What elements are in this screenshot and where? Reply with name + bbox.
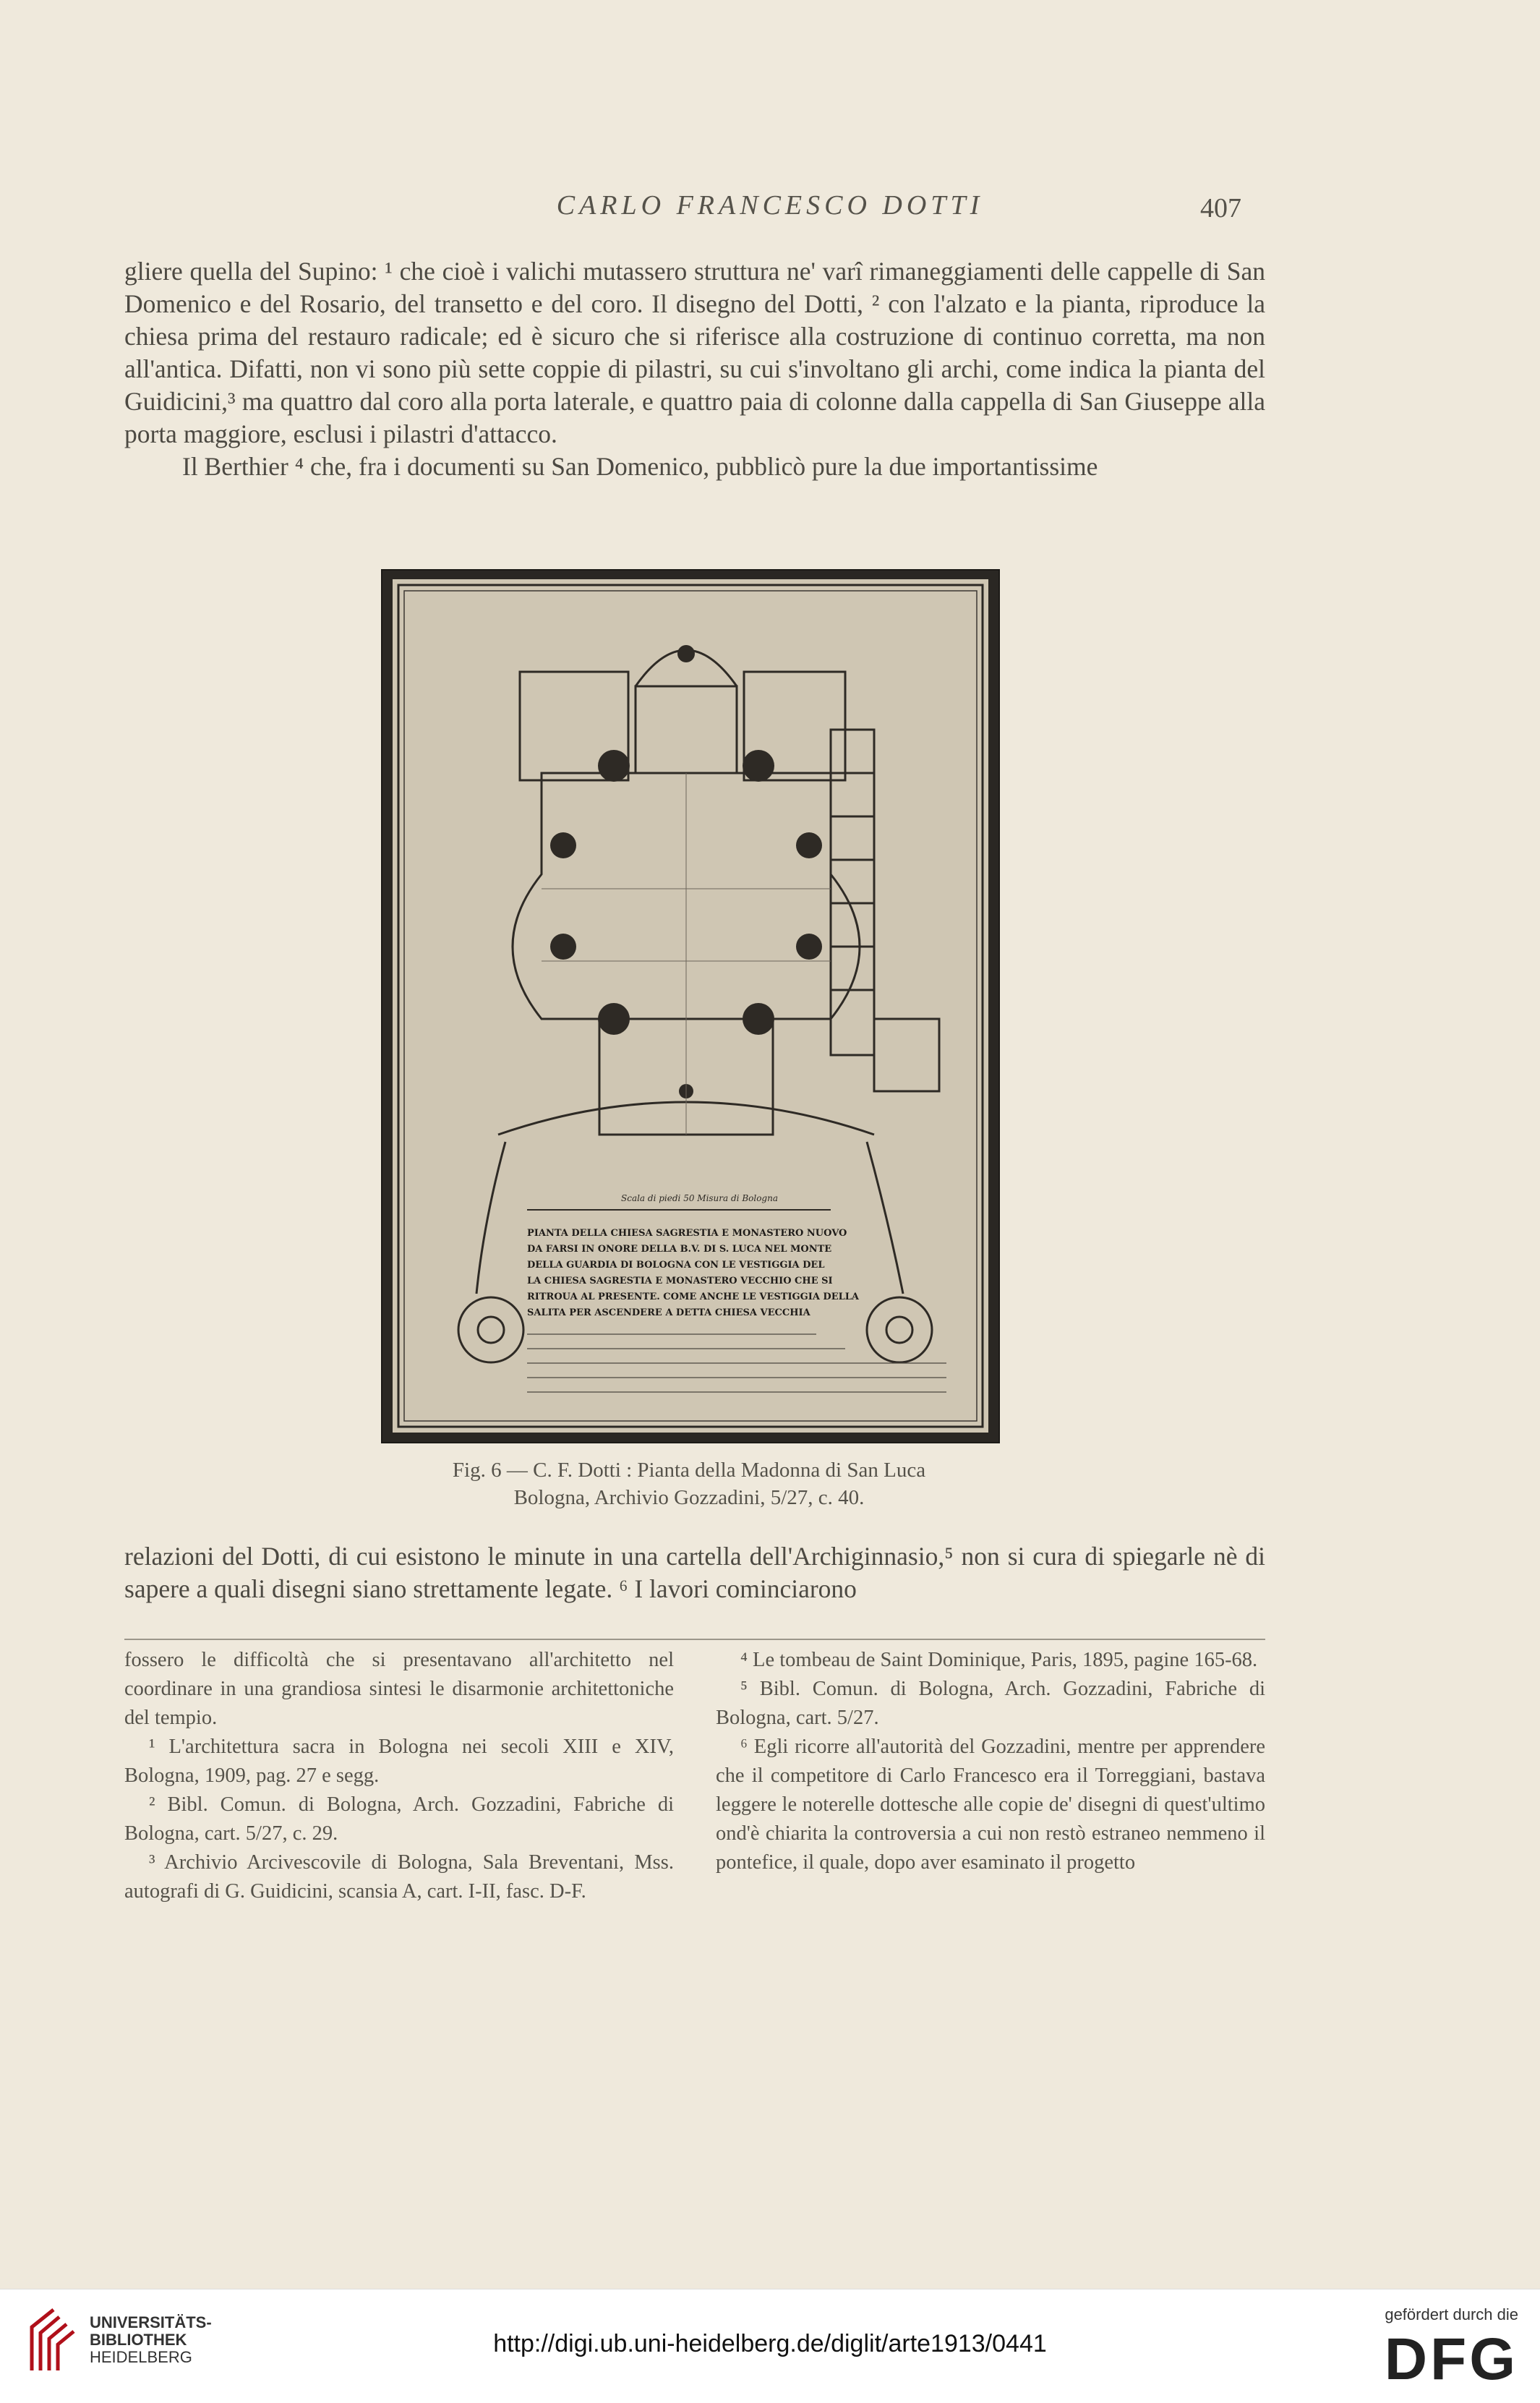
- body-text-top: [124, 255, 1265, 483]
- plan-legend-line-4: LA CHIESA SAGRESTIA E MONASTERO VECCHIO CHE SI: [527, 1276, 833, 1286]
- footnote-4: ⁴ Le tombeau de Saint Dominique, Paris, 1895, pagine 165-68.: [740, 1649, 1258, 1671]
- footnote-divider: [124, 1639, 1265, 1640]
- footnotes-left-column: [124, 1646, 674, 1906]
- plan-legend-line-3: DELLA GUARDIA DI BOLOGNA CON LE VESTIGGIA DEL: [527, 1260, 825, 1271]
- library-line-1: UNIVERSITÄTS-: [90, 2313, 212, 2331]
- footnote-2: ² Bibl. Comun. di Bologna, Arch. Gozzadini, Fabriche di Bologna, cart. 5/27, c. 29.: [124, 1793, 674, 1845]
- caption-line-2: Bologna, Archivio Gozzadini, 5/27, c. 40.: [513, 1486, 865, 1509]
- plan-legend-line-2: DA FARSI IN ONORE DELLA B.V. DI S. LUCA NEL MONTE: [527, 1244, 832, 1255]
- plan-legend-line-5: RITROUA AL PRESENTE. COME ANCHE LE VESTIGGIA DELLA: [527, 1292, 859, 1302]
- body-paragraph-2: Il Berthier ⁴ che, fra i documenti su San Domenico, pubblicò pure la due importantissime: [182, 452, 1098, 481]
- body-paragraph-1: gliere quella del Supino: ¹ che cioè i valichi mutassero struttura ne' varî rimaneggiamenti delle cappelle di San Domenico e del Rosario, del transetto e del coro. Il disegno del Dotti, ² con l'alzato e la pianta, riproduce la chiesa prima del restauro radicale; ed è sicuro che si riferisce alla costruzione di continuo corretta, ma non all'antica. Difatti, non vi sono più sette coppie di pilastri, su cui s'involtano gli archi, come indica la pianta del Guidicini,³ ma quattro dal coro alla porta laterale, e quattro paia di colonne dalla cappella di San Giuseppe alla porta maggiore, esclusi i pilastri d'attacco.: [124, 257, 1265, 448]
- figure-plan-drawing: [381, 569, 1000, 1443]
- caption-line-1: Fig. 6 — C. F. Dotti : Pianta della Madonna di San Luca: [452, 1459, 926, 1482]
- footnote-5: ⁵ Bibl. Comun. di Bologna, Arch. Gozzadini, Fabriche di Bologna, cart. 5/27.: [716, 1678, 1265, 1729]
- library-line-3: HEIDELBERG: [90, 2348, 192, 2366]
- footnote-1: ¹ L'architettura sacra in Bologna nei secoli XIII e XIV, Bologna, 1909, pag. 27 e segg.: [124, 1736, 674, 1787]
- body-paragraph-3: relazioni del Dotti, di cui esistono le minute in una cartella dell'Archiginnasio,⁵ non si cura di spiegarle nè di sapere a quali disegni siano strettamente legate. ⁶ I lavori cominciarono: [124, 1542, 1265, 1603]
- permalink-url[interactable]: http://digi.ub.uni-heidelberg.de/diglit/arte1913/0441: [493, 2330, 1047, 2357]
- plan-scale-label: Scala di piedi 50 Misura di Bologna: [621, 1193, 778, 1203]
- figure-caption: [381, 1456, 997, 1511]
- church-floor-plan: [382, 571, 998, 1442]
- funded-by-label: gefördert durch die: [1385, 2305, 1518, 2323]
- body-text-bottom: [124, 1540, 1265, 1605]
- page-number: 407: [1200, 193, 1241, 223]
- plan-legend-line-6: SALITA PER ASCENDERE A DETTA CHIESA VECCHIA: [527, 1307, 810, 1318]
- running-title: CARLO FRANCESCO DOTTI: [556, 190, 984, 221]
- plan-legend-line-1: PIANTA DELLA CHIESA SAGRESTIA E MONASTERO NUOVO: [527, 1228, 847, 1239]
- dfg-logo[interactable]: DFG: [1384, 2326, 1518, 2392]
- footnote-continuation: fossero le difficoltà che si presentavano all'architetto nel coordinare in una grandiosa sintesi le disarmonie architettoniche del tempio.: [124, 1649, 674, 1729]
- footnotes-right-column: [716, 1646, 1265, 1877]
- footnote-3: ³ Archivio Arcivescovile di Bologna, Sala Breventani, Mss. autografi di G. Guidicini, scansia A, cart. I-II, fasc. D-F.: [124, 1851, 674, 1903]
- footnote-6: ⁶ Egli ricorre all'autorità del Gozzadini, mentre per apprendere che il competitore di Carlo Francesco era il Torreggiani, bastava leggere le noterelle dottesche alle copie de' disegni di quest'ultimo ond'è chiarita la controversia a cui non restò estraneo nemmeno il pontefice, il quale, dopo aver esaminato il progetto: [716, 1736, 1265, 1874]
- library-line-2: BIBLIOTHEK: [90, 2331, 187, 2349]
